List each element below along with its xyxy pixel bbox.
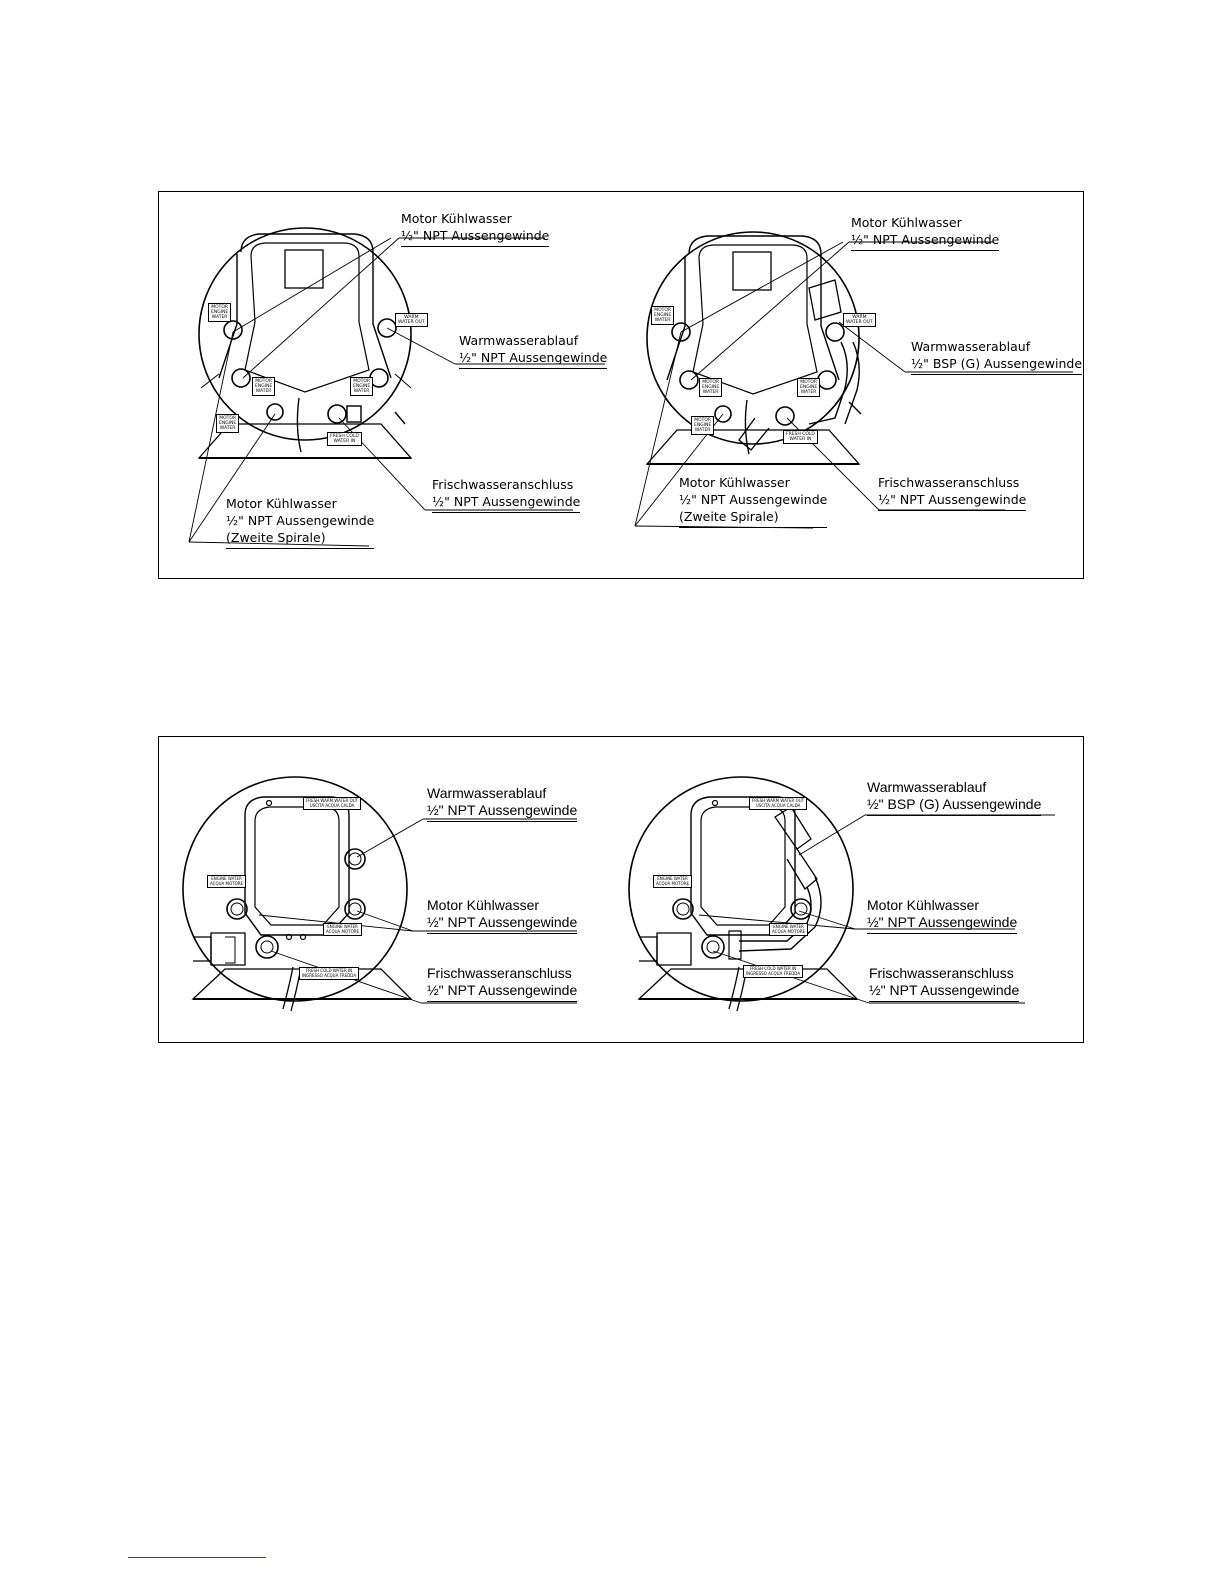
heater-left-front-view	[183, 777, 411, 1011]
label-tag: MOTOR ENGINE WATER	[350, 377, 373, 396]
callout-line: Frischwasseranschluss	[432, 477, 574, 492]
label-tag: FRESH WARM WATER OUT USCITA ACQUA CALDA	[303, 797, 361, 810]
label-tag: ENGINE WATER ACQUA MOTORE	[653, 875, 692, 888]
callout-line: Motor Kühlwasser	[867, 897, 980, 913]
label-tag: FRESH COLD WATER IN INGRESSO ACQUA FREDDA	[299, 967, 359, 980]
callout-motor-water-second-left	[226, 495, 374, 549]
callout-line: Motor Kühlwasser	[401, 211, 512, 226]
callout-line: (Zweite Spirale)	[679, 508, 827, 528]
label-tag: MOTOR ENGINE WATER	[797, 378, 820, 397]
label-tag: FRESH WARM WATER OUT USCITA ACQUA CALDA	[749, 797, 807, 810]
callout-warm-water-right	[911, 338, 1082, 375]
callout-line: Motor Kühlwasser	[226, 496, 337, 511]
callout-fresh-water-left	[432, 476, 580, 513]
callout-motor-water-top-right	[851, 214, 999, 251]
label-tag: WARM WATER OUT	[395, 313, 428, 327]
callout-line: ½" NPT Aussengewinde	[427, 802, 577, 822]
label-tag: MOTOR ENGINE WATER	[252, 377, 275, 396]
label-tag: FRESH COLD WATER IN INGRESSO ACQUA FREDDA	[743, 965, 803, 978]
callout-line: Warmwasserablauf	[427, 785, 547, 801]
label-tag: MOTOR ENGINE WATER	[216, 414, 239, 433]
callout-line: Motor Kühlwasser	[679, 475, 790, 490]
footer-rule	[128, 1557, 266, 1558]
diagram-panel-top	[158, 191, 1084, 579]
callout-motor-water-bottom-left	[427, 897, 577, 934]
callout-line: ½" BSP (G) Aussengewinde	[911, 355, 1082, 375]
callout-line: Frischwasseranschluss	[869, 965, 1014, 981]
callout-motor-water-second-right	[679, 474, 827, 528]
callout-line: Warmwasserablauf	[867, 779, 987, 795]
label-tag: ENGINE WATER ACQUA MOTORE	[207, 875, 246, 888]
callout-line: (Zweite Spirale)	[226, 529, 374, 549]
callout-warm-water-bottom-left	[427, 785, 577, 822]
label-tag: MOTOR ENGINE WATER	[208, 303, 231, 322]
label-tag: ENGINE WATER ACQUA MOTORE	[769, 923, 808, 936]
callout-fresh-water-bottom-left	[427, 965, 577, 1002]
callout-line: ½" NPT Aussengewinde	[878, 491, 1026, 511]
heater-right-rear-view	[647, 232, 861, 464]
callout-line: Warmwasserablauf	[459, 333, 579, 348]
callout-line: ½" NPT Aussengewinde	[401, 227, 549, 247]
callout-line: ½" NPT Aussengewinde	[851, 231, 999, 251]
callout-warm-water-left	[459, 332, 607, 369]
callout-line: ½" NPT Aussengewinde	[427, 982, 577, 1002]
callout-line: Motor Kühlwasser	[427, 897, 540, 913]
label-tag: WARM WATER OUT	[843, 313, 876, 327]
label-tag: FRESH COLD WATER IN	[783, 430, 818, 444]
label-tag: ENGINE WATER ACQUA MOTORE	[323, 923, 362, 936]
callout-line: ½" NPT Aussengewinde	[427, 914, 577, 934]
callout-motor-water-bottom-right	[867, 897, 1017, 934]
label-tag: MOTOR ENGINE WATER	[699, 378, 722, 397]
callout-warm-water-bottom-right	[867, 779, 1041, 816]
label-tag: MOTOR ENGINE WATER	[691, 416, 714, 435]
callout-line: ½" BSP (G) Aussengewinde	[867, 796, 1041, 816]
label-tag: MOTOR ENGINE WATER	[651, 306, 674, 325]
callout-line: Frischwasseranschluss	[878, 475, 1020, 490]
callout-line: Frischwasseranschluss	[427, 965, 572, 981]
callout-line: Motor Kühlwasser	[851, 215, 962, 230]
label-tag: FRESH COLD WATER IN	[327, 432, 362, 446]
callout-line: ½" NPT Aussengewinde	[869, 982, 1019, 1002]
diagram-panel-bottom	[158, 736, 1084, 1043]
callout-line: ½" NPT Aussengewinde	[867, 914, 1017, 934]
callout-line: ½" NPT Aussengewinde	[679, 492, 828, 507]
callout-line: Warmwasserablauf	[911, 339, 1031, 354]
callout-fresh-water-bottom-right	[869, 965, 1019, 1002]
callout-line: ½" NPT Aussengewinde	[459, 349, 607, 369]
callout-fresh-water-right	[878, 474, 1026, 511]
callout-line: ½" NPT Aussengewinde	[432, 493, 580, 513]
callout-motor-water-top-left	[401, 210, 549, 247]
callout-line: ½" NPT Aussengewinde	[226, 513, 375, 528]
